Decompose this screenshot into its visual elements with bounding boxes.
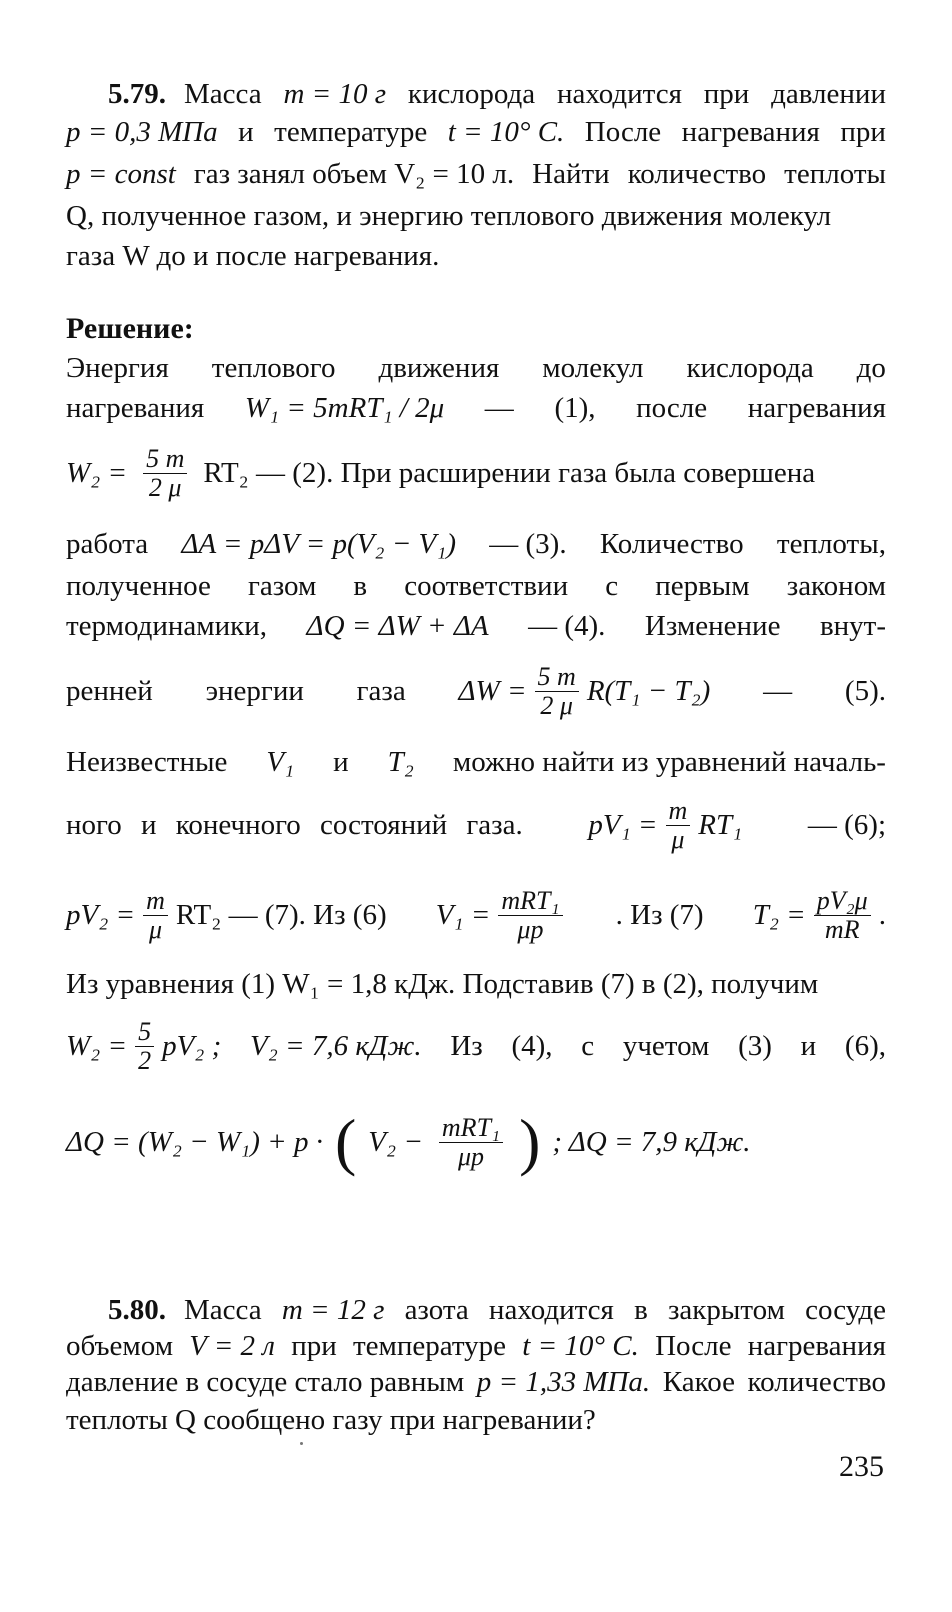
fraction [498, 887, 562, 944]
solution-line-1 [66, 350, 886, 386]
formula: ΔQ = ΔW + ΔA [306, 610, 489, 642]
word: (6), [844, 1029, 886, 1062]
formula: t = 10° С. [447, 116, 565, 148]
equation-w2-result [66, 1010, 886, 1082]
formula-dw [459, 663, 711, 720]
page-number: 235 [839, 1450, 884, 1483]
formula: m = 10 г [283, 78, 387, 110]
formula-rhs: RT₂ — (7). Из (6) [175, 898, 387, 931]
fraction-denominator: μ [671, 824, 685, 854]
word: сосуде [805, 1294, 886, 1326]
solution-line-3 [66, 526, 886, 562]
formula-lhs: V₁ = [435, 898, 491, 931]
word: теплового [211, 352, 336, 384]
problem-579-line-4 [66, 198, 886, 234]
formula-rhs: R(T₁ − T₂) [586, 674, 711, 707]
word: при [703, 78, 750, 110]
solution-line-2 [66, 390, 886, 426]
formula: p = const [66, 158, 176, 190]
word: теплоты [784, 158, 886, 190]
word: температуре [352, 1330, 507, 1362]
word: температуре [274, 116, 428, 148]
formula-rhs: RT₁ [698, 808, 743, 841]
formula-lhs: ΔW = [458, 674, 527, 707]
result: ; ΔQ = 7,9 кДж. [552, 1125, 751, 1158]
sentence: газа W до и после нагревания. [66, 240, 440, 272]
word: Из [450, 1029, 483, 1062]
equation-6 [66, 790, 886, 860]
word: (1), [554, 392, 596, 424]
equation-dw [66, 656, 886, 726]
fraction-denominator: 2 μ [540, 690, 573, 720]
word: нагревания [747, 1330, 886, 1362]
word: после [636, 392, 708, 424]
word: учетом [622, 1029, 710, 1062]
word: с [605, 570, 619, 602]
word: закрытом [667, 1294, 785, 1326]
fraction [439, 1114, 503, 1171]
word: Масса [184, 78, 262, 110]
word: в [353, 570, 368, 602]
fraction [814, 887, 871, 944]
word: при [291, 1330, 337, 1362]
word: Энергия [66, 352, 169, 384]
word: Масса [184, 1294, 262, 1326]
solution-line-5 [66, 608, 886, 644]
formula: t = 10° С. [522, 1330, 639, 1362]
phrase: . Из (7) [615, 898, 704, 931]
word: нагревания [747, 392, 886, 424]
word: полученное [66, 570, 211, 602]
word: (3) [738, 1029, 772, 1062]
fraction-numerator: m [666, 797, 691, 826]
problem-579-number: 5.79. [108, 78, 166, 110]
formula-w1: W₁ = 5mRT₁ / 2μ [244, 392, 445, 424]
phrase: давление в сосуде стало равным [66, 1366, 465, 1398]
word: энергии [205, 674, 304, 707]
dash: — [763, 674, 793, 707]
word: Найти [532, 158, 610, 190]
word: кислорода [407, 78, 536, 110]
problem-580-line-3 [66, 1364, 886, 1400]
fraction-numerator: mRT₁ [498, 887, 562, 916]
word: ренней [66, 674, 153, 707]
word: нагревания [681, 116, 820, 148]
word: находится [556, 78, 682, 110]
fraction-denominator: μp [517, 914, 544, 944]
formula-lhs: T₂ = [752, 898, 806, 931]
word: теплоты, [776, 528, 886, 560]
fraction-numerator: pV₂μ [814, 887, 871, 916]
word: нагревания [66, 392, 205, 424]
word: первым [655, 570, 750, 602]
problem-579-line-3 [66, 156, 886, 192]
formula-lhs: ΔQ = (W₂ − W₁) + p · [66, 1125, 323, 1158]
word: внут- [819, 610, 886, 642]
word: в [634, 1294, 648, 1326]
formula: ΔA = pΔV = p(V₂ − V₁) [181, 528, 456, 560]
word: газа [356, 674, 406, 707]
sentence: теплоты Q сообщено газу при нагревании? [66, 1404, 596, 1436]
word: Неизвестные [66, 746, 228, 778]
formula-rhs: RT₂ — (2). При расширении газа была совершена [203, 456, 816, 489]
equation-ref: (5). [844, 674, 886, 707]
symbol: V₁ [266, 746, 295, 778]
sentence: Из уравнения (1) W₁ = 1,8 кДж. Подставив (7) в (2), получим [66, 968, 819, 1000]
word: газ занял объем V₂ = 10 л. [193, 158, 515, 190]
paren: ) [519, 1106, 541, 1177]
word: — (4). [528, 610, 606, 642]
problem-580-number: 5.80. [108, 1294, 166, 1326]
word: движения [378, 352, 500, 384]
paren: ( [334, 1106, 357, 1177]
formula: p = 1,33 МПа. [476, 1366, 651, 1398]
problem-580-line-1 [66, 1292, 886, 1328]
word: и [800, 1029, 817, 1062]
value: V₂ = 7,6 кДж. [250, 1029, 422, 1062]
fraction-denominator: 2 μ [148, 472, 182, 502]
formula-v1 [436, 887, 567, 944]
word: — (3). [489, 528, 567, 560]
formula: V = 2 л [189, 1330, 275, 1362]
formula: m = 12 г [281, 1294, 385, 1326]
word: азота [404, 1294, 469, 1326]
word: кислорода [686, 352, 814, 384]
formula-lhs: W₂ = [66, 456, 128, 489]
word: Какое [662, 1366, 735, 1398]
solution-heading: Решение: [66, 312, 194, 345]
word: находится [488, 1294, 614, 1326]
word: и [333, 746, 349, 778]
fraction [143, 887, 168, 944]
equation-w2 [66, 438, 886, 508]
fraction [143, 445, 187, 502]
equation-7 [66, 880, 886, 950]
formula-6 [588, 797, 742, 854]
fraction [535, 663, 579, 720]
phrase: можно найти из уравнений началь- [452, 746, 886, 778]
word: количество [627, 158, 767, 190]
word: законом [786, 570, 886, 602]
problem-580-line-2 [66, 1328, 886, 1364]
scan-speck [300, 1442, 303, 1445]
phrase: ного и конечного состояний газа. [66, 808, 523, 841]
formula-lhs: pV₂ = [66, 898, 136, 931]
fraction-denominator: mR [824, 914, 860, 944]
symbol: T₂ [387, 746, 414, 778]
word: и [238, 116, 254, 148]
word: давлении [771, 78, 886, 110]
word: количество [747, 1366, 886, 1398]
formula-lhs: W₂ = [66, 1029, 128, 1062]
formula-lhs: pV₁ = [588, 808, 658, 841]
word: После [655, 1330, 732, 1362]
word: работа [66, 528, 149, 560]
word: Изменение [644, 610, 781, 642]
formula-rhs: pV₂ ; [162, 1029, 222, 1062]
word: (4), [511, 1029, 553, 1062]
problem-580-line-4 [66, 1402, 886, 1438]
solution-line-6 [66, 744, 886, 780]
formula-t2 [753, 887, 886, 944]
word: соответствии [404, 570, 569, 602]
fraction [666, 797, 691, 854]
equation-ref: — (6); [807, 808, 886, 841]
sentence: Q, полученное газом, и энергию теплового движения молекул [66, 200, 832, 232]
word: Количество [599, 528, 744, 560]
problem-579-line-2 [66, 114, 886, 150]
fraction [135, 1018, 154, 1075]
fraction-denominator: μp [457, 1141, 485, 1171]
word: до [856, 352, 886, 384]
word: газом [247, 570, 317, 602]
solution-line-result [66, 966, 886, 1002]
equation-dq [66, 1100, 886, 1184]
fraction-denominator: μ [148, 914, 163, 944]
word: с [581, 1029, 595, 1062]
solution-line-4 [66, 568, 886, 604]
formula-w2 [66, 1018, 221, 1075]
formula: V₂ − [368, 1125, 423, 1158]
formula: p = 0,3 МПа [66, 116, 218, 148]
period: . [878, 898, 886, 931]
problem-579-line-5 [66, 238, 886, 274]
fraction-denominator: 2 [138, 1045, 152, 1075]
word: молекул [542, 352, 644, 384]
fraction-numerator: m [143, 887, 168, 916]
word: термодинамики, [66, 610, 268, 642]
problem-579-line-1 [66, 76, 886, 112]
fraction-numerator: 5 [135, 1018, 154, 1047]
formula-7 [66, 887, 387, 944]
word: объемом [66, 1330, 174, 1362]
fraction-numerator: mRT₁ [439, 1114, 503, 1143]
word: — [484, 392, 514, 424]
fraction-numerator: 5 m [535, 663, 579, 692]
word: После [584, 116, 662, 148]
word: при [840, 116, 886, 148]
fraction-numerator: 5 m [143, 445, 187, 474]
